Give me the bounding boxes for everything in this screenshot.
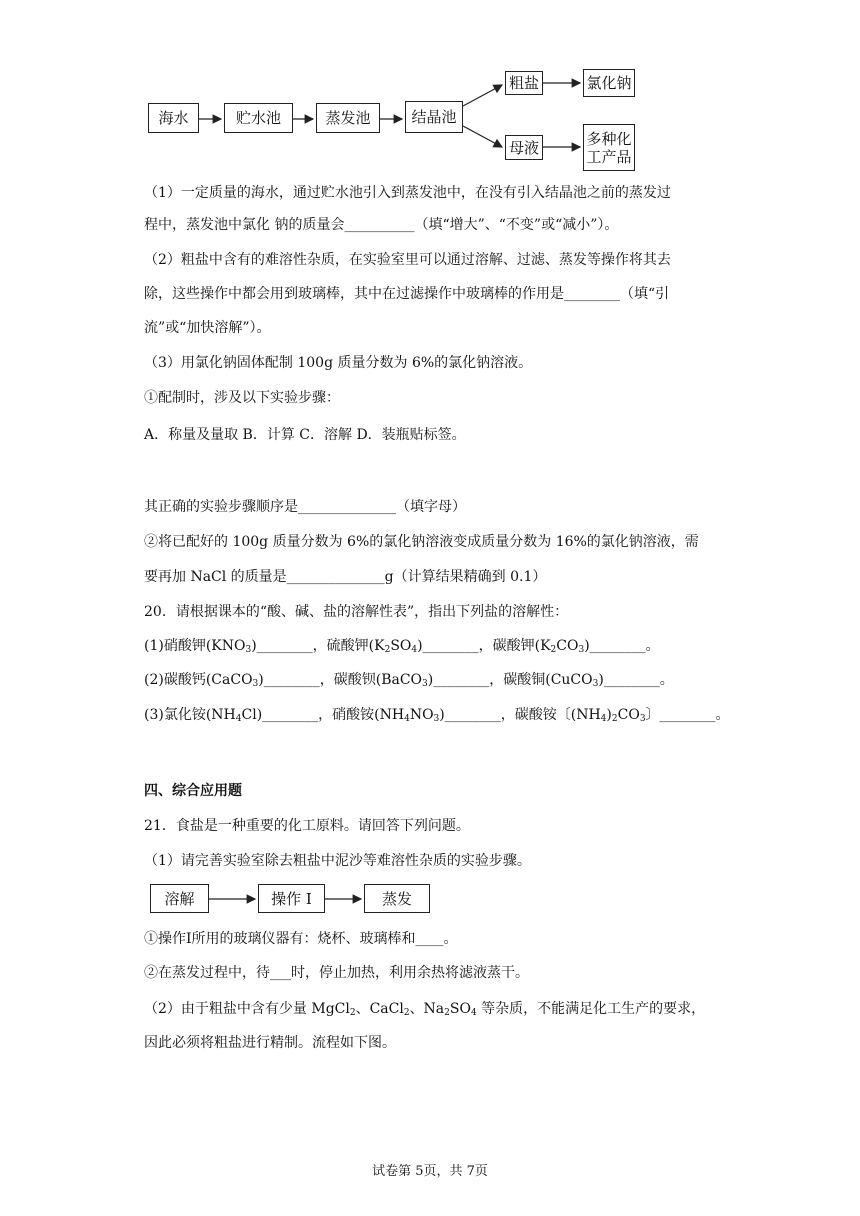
products-line-2: 工产品 (586, 147, 632, 166)
q19-p3-line5: ②将已配好的 100g 质量分数为 6%的氯化钠溶液变成质量分数为 16%的氯化钠溶液，需 (144, 534, 699, 550)
q19-p2-line2: 除，这些操作中都会用到玻璃棒，其中在过滤操作中玻璃棒的作用是________（填“引 (144, 286, 670, 302)
section-heading: 四、综合应用题 (144, 783, 242, 799)
q20-line1: (1)硝酸钾$(KNO_3)\_\_\_\_\_\_\_\_$，硫酸钾$(K_2SO_4)\_\_\_\_\_\_\_\_$，碳酸钾$(K_2CO_3)\_\_\_\_\_\_\_\_$。 (144, 638, 660, 655)
flow2-box-dissolve: 溶解 (150, 884, 209, 913)
flow-box-sodium-chloride: 氯化钠 (583, 69, 635, 97)
q21-p2-line2: 因此必须将粗盐进行精制。流程如下图。 (144, 1035, 396, 1051)
q19-p3-line2: ①配制时，涉及以下实验步骤： (144, 390, 340, 406)
q19-p2-line1: （2）粗盐中含有的难溶性杂质，在实验室里可以通过溶解、过滤、蒸发等操作将其去 (144, 252, 671, 268)
flow-box-crude-salt: 粗盐 (505, 71, 543, 95)
flow-box-chemical-products (583, 124, 635, 171)
q19-p3-line6: 要再加 NaCl 的质量是______________g（计算结果精确到 0.1） (144, 569, 547, 585)
flow-box-seawater: 海水 (148, 103, 199, 133)
q20-stem: 20．请根据课本的“酸、碱、盐的溶解性表”，指出下列盐的溶解性： (144, 604, 569, 620)
q19-p3-line1: （3）用氯化钠固体配制 100g 质量分数为 6%的氯化钠溶液。 (144, 355, 533, 371)
flow-box-mother-liquor: 母液 (505, 135, 543, 160)
q19-p1-line2: 程中，蒸发池中氯化 钠的质量会__________（填“增大”、“不变”或“减小”）。 (144, 217, 619, 233)
products-line-1: 多种化 (586, 129, 632, 148)
q20-line3: (3)氯化铵$(NH_4Cl)\_\_\_\_\_\_\_\_$，硝酸铵$(NH_4NO_3)\_\_\_\_\_\_\_\_$，碳酸铵〔$(NH_4)_2CO_3$〕________。 (144, 707, 730, 724)
q19-p1-line1: （1）一定质量的海水，通过贮水池引入到蒸发池中，在没有引入结晶池之前的蒸发过 (144, 185, 671, 201)
flow2-box-evaporate: 蒸发 (364, 884, 430, 913)
q19-p3-steps: A．称量及量取 B．计算 C．溶解 D．装瓶贴标签。 (144, 427, 466, 443)
q21-stem: 21．食盐是一种重要的化工原料。请回答下列问题。 (144, 818, 470, 834)
flow1-arrows (0, 0, 860, 180)
q19-p2-line3: 流”或“加快溶解”）。 (144, 320, 271, 336)
q21-item-i: ①操作I所用的玻璃仪器有：烧杯、玻璃棒和____。 (144, 931, 458, 947)
flow-box-reservoir: 贮水池 (224, 103, 293, 133)
flow-box-crystallization-pond: 结晶池 (405, 101, 463, 133)
q20-line2: (2)碳酸钙(CaCO$_3$)________，碳酸钡(BaCO$_3$)________，碳酸铜(CuCO$_3$)________。 (144, 672, 674, 689)
q21-p2-line1: （2）由于粗盐中含有少量 MgCl$_2$、CaCl$_2$、$Na_2SO_4$ 等杂质，不能满足化工生产的要求， (144, 1001, 706, 1018)
q21-item-ii: ②在蒸发过程中，待___时，停止加热，利用余热将滤液蒸干。 (144, 965, 529, 981)
q21-p1: （1）请完善实验室除去粗盐中泥沙等难溶性杂质的实验步骤。 (144, 853, 531, 869)
flow2-box-operation: 操作 I (258, 884, 325, 913)
page-footer: 试卷第 5页，共 7页 (372, 1164, 488, 1179)
flow-box-evaporation-pond: 蒸发池 (316, 103, 380, 133)
q19-p3-order: 其正确的实验步骤顺序是______________（填字母） (144, 499, 466, 515)
